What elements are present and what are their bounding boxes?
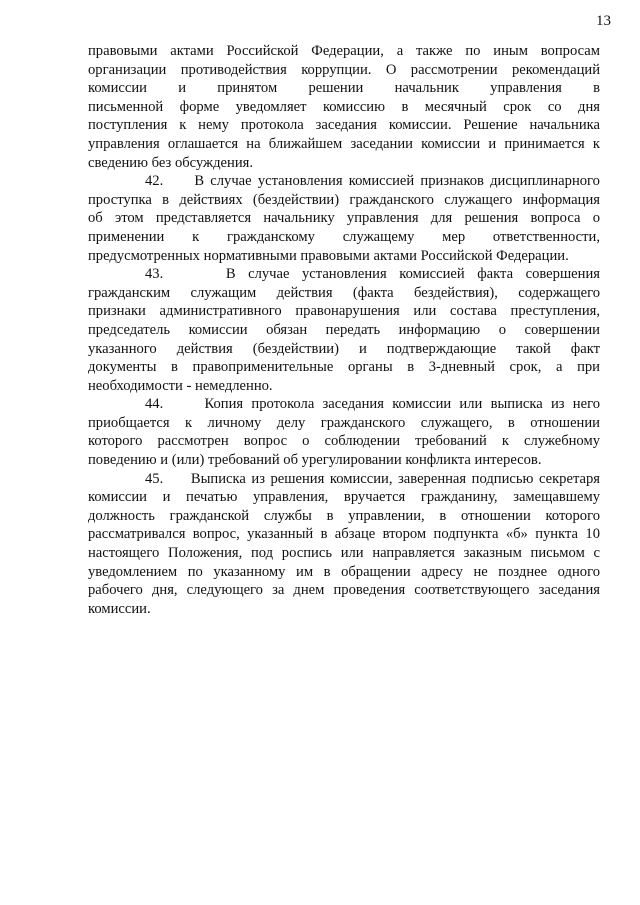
paragraph-line: [88, 321, 600, 340]
paragraph-line: [88, 525, 600, 544]
line-text: председатель комиссии обязан передать информацию о совершении: [88, 321, 600, 338]
paragraph-line: [88, 470, 600, 489]
line-text: В случае установления комиссией факта совершения: [225, 266, 600, 283]
paragraph-line: [88, 284, 600, 303]
paragraph-line: [88, 581, 600, 600]
paragraph-line: [88, 247, 600, 266]
line-text: организации противодействия коррупции. О рассмотрении рекомендаций: [88, 61, 600, 78]
paragraph-line: [88, 265, 600, 284]
paragraph-line: [88, 507, 600, 526]
line-text: уведомлением по указанному им в обращении адресу не позднее одного: [88, 563, 600, 580]
paragraph-line: [88, 358, 600, 377]
paragraph-number: 44.: [145, 396, 164, 413]
line-text: указанного действия (бездействии) и подтверждающие такой факт: [88, 340, 600, 357]
document-body: [88, 42, 600, 618]
line-text: комиссии и принятом решении начальник управления в: [88, 80, 600, 97]
line-text: поведению и (или) требований об урегулировании конфликта интересов.: [88, 452, 542, 469]
paragraph-line: [88, 414, 600, 433]
paragraph-line: [88, 544, 600, 563]
line-text: предусмотренных нормативными правовыми актами Российской Федерации.: [88, 247, 569, 264]
paragraph-number: 42.: [145, 173, 164, 190]
line-text: применении к гражданскому служащему мер ответственности,: [88, 228, 600, 245]
line-text: признаки административного правонарушения или состава преступления,: [88, 303, 600, 320]
line-text: комиссии.: [88, 600, 151, 617]
line-text: необходимости - немедленно.: [88, 377, 273, 394]
paragraph-line: [88, 488, 600, 507]
paragraph-line: [88, 451, 600, 470]
paragraph-line: [88, 563, 600, 582]
line-text: рассматривался вопрос, указанный в абзаце втором подпункта «б» пункта 10: [88, 526, 600, 543]
line-text: настоящего Положения, под роспись или направляется заказным письмом с: [88, 545, 600, 562]
line-text: которого рассмотрен вопрос о соблюдении требований к служебному: [88, 433, 600, 450]
line-text: поступления к нему протокола заседания комиссии. Решение начальника: [88, 117, 600, 134]
paragraph-line: [88, 340, 600, 359]
paragraph-line: [88, 191, 600, 210]
paragraph-line: [88, 135, 600, 154]
paragraph-line: [88, 172, 600, 191]
paragraph-line: [88, 600, 600, 619]
paragraph-line: [88, 154, 600, 173]
paragraph-number: 43.: [145, 266, 164, 283]
line-text: письменной форме уведомляет комиссию в месячный срок со дня: [88, 98, 600, 115]
paragraph-line: [88, 209, 600, 228]
line-text: управления оглашается на ближайшем заседании комиссии и принимается к: [88, 135, 600, 152]
line-text: Копия протокола заседания комиссии или выписка из него: [204, 396, 601, 413]
line-text: сведению без обсуждения.: [88, 154, 254, 171]
paragraph-line: [88, 302, 600, 321]
line-text: рабочего дня, следующего за днем проведения соответствующего заседания: [88, 582, 600, 599]
line-text: гражданским служащим действия (факта бездействия), содержащего: [88, 284, 600, 301]
line-text: должность гражданской службы в управлении, в отношении которого: [88, 507, 600, 524]
line-text: Выписка из решения комиссии, заверенная подписью секретаря: [190, 470, 600, 487]
paragraph-line: [88, 395, 600, 414]
line-text: документы в правоприменительные органы в 3-дневный срок, а при: [88, 359, 600, 376]
paragraph-line: [88, 61, 600, 80]
page-number: 13: [596, 13, 611, 29]
line-text: об этом представляется начальнику управления для решения вопроса о: [88, 210, 600, 227]
paragraph-line: [88, 79, 600, 98]
paragraph-line: [88, 42, 600, 61]
line-text: правовыми актами Российской Федерации, а также по иным вопросам: [88, 43, 600, 59]
paragraph-line: [88, 432, 600, 451]
line-text: В случае установления комиссией признаков дисциплинарного: [194, 173, 600, 190]
paragraph-line: [88, 98, 600, 117]
line-text: проступка в действиях (бездействии) гражданского служащего информация: [88, 191, 600, 208]
paragraph-line: [88, 377, 600, 396]
paragraph-line: [88, 116, 600, 135]
line-text: приобщается к личному делу гражданского служащего, в отношении: [88, 414, 600, 431]
line-text: комиссии и печатью управления, вручается гражданину, замещавшему: [88, 489, 600, 506]
paragraph-line: [88, 228, 600, 247]
paragraph-number: 45.: [145, 470, 164, 487]
